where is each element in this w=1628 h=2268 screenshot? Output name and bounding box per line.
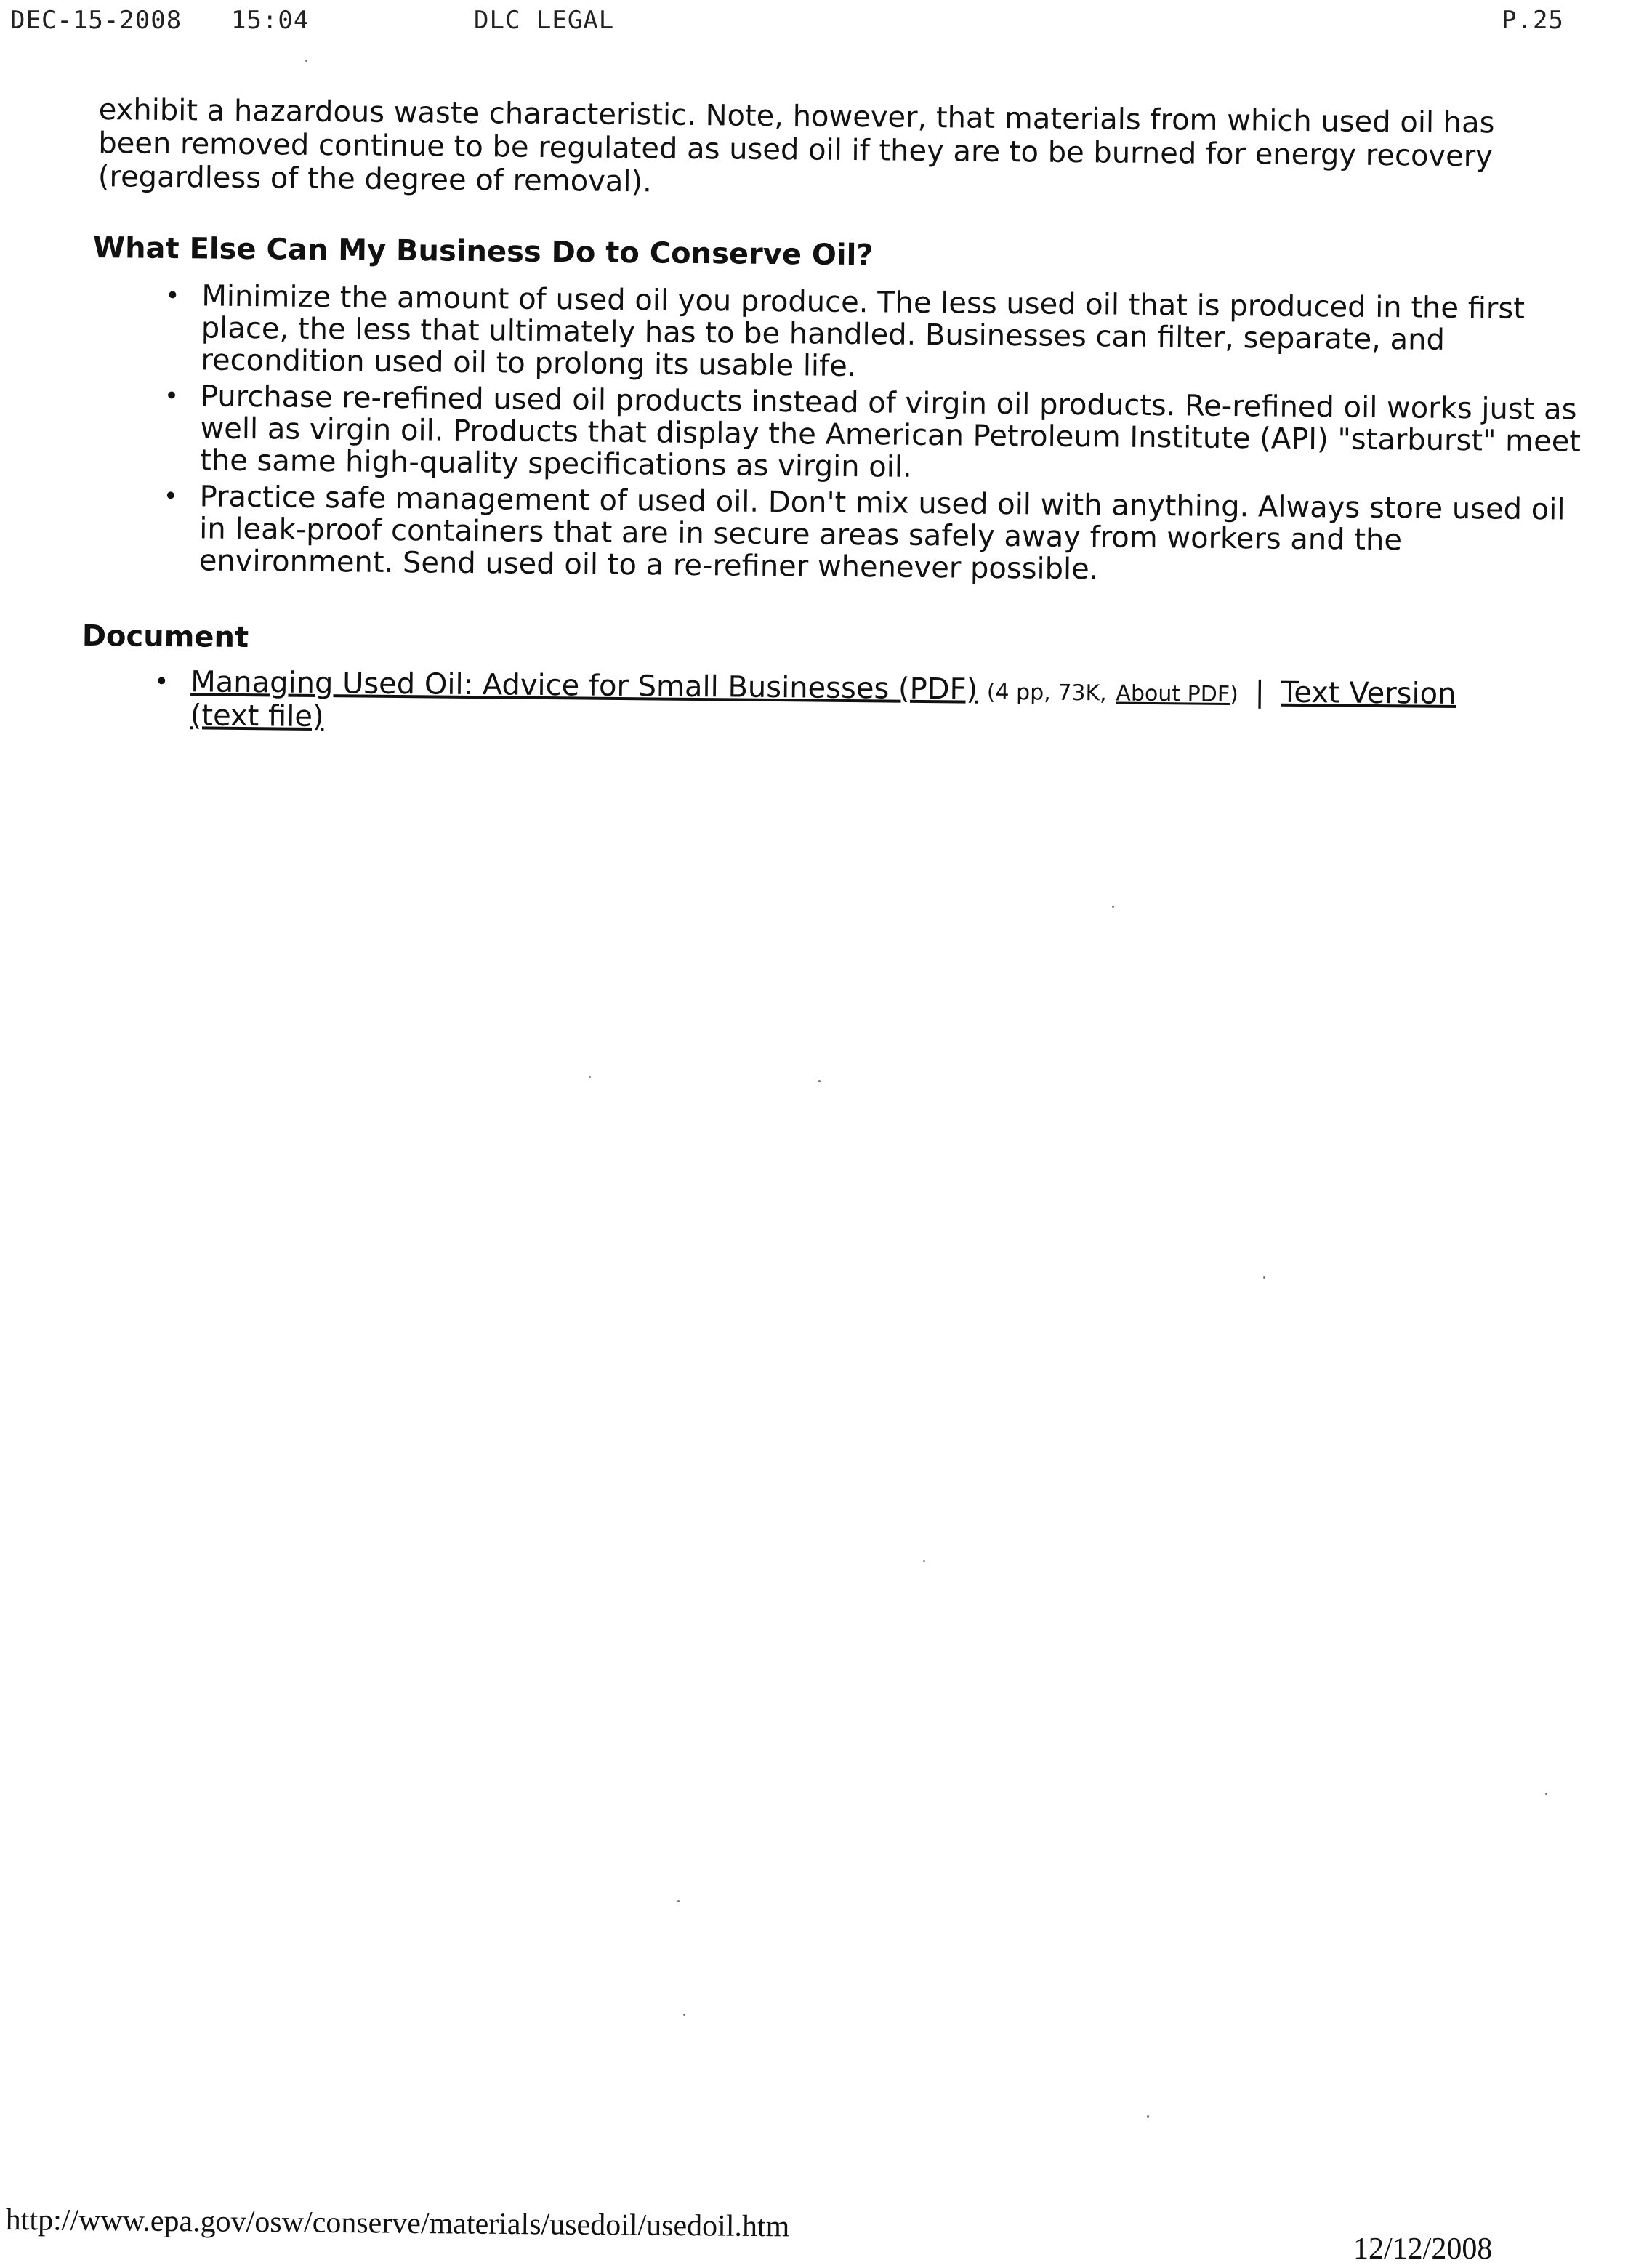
section-heading-conserve-oil: What Else Can My Business Do to Conserve Oil? (92, 230, 874, 273)
scan-speck (1147, 2115, 1149, 2118)
pdf-meta-prefix: (4 pp, 73K, (986, 679, 1107, 707)
document-list (89, 666, 1514, 744)
pdf-meta-suffix: ) (1229, 682, 1238, 708)
intro-paragraph: exhibit a hazardous waste characteristic. Note, however, that materials from which used oil has been removed continue to be regulated as used oil if they are to be burned for energy recovery (regardless of the degree of removal). (97, 93, 1495, 199)
fax-page-number: P.25 (1502, 6, 1564, 35)
fax-sender: DLC LEGAL (474, 6, 615, 35)
bullet-icon: • (165, 281, 180, 311)
conserve-oil-list (90, 279, 1581, 590)
list-item-text: Minimize the amount of used oil you produce. The less used oil that is produced in the first place, the less that ultimately has to be handled. Businesses can filter, separate, and recondition used oil to prolong its usable life. (201, 279, 1526, 384)
bullet-icon: • (164, 381, 180, 411)
link-separator: | (1254, 675, 1265, 709)
scan-speck (305, 60, 307, 62)
list-item-text: Practice safe management of used oil. Don't mix used oil with anything. Always store used oil in leak-proof containers that are in secure areas safely away from workers and the environment. Send used oil to a re-refiner whenever possible. (198, 480, 1565, 587)
scan-speck (677, 1900, 680, 1902)
print-date: 12/12/2008 (1353, 2232, 1493, 2266)
about-pdf-link[interactable]: About PDF (1116, 680, 1230, 708)
scan-speck (1112, 906, 1114, 908)
list-item (92, 279, 1597, 390)
page-content (81, 93, 1581, 744)
scan-speck (1545, 1793, 1547, 1795)
scan-speck (589, 1076, 591, 1078)
bullet-icon: • (163, 481, 178, 512)
fax-header (0, 6, 1628, 42)
list-item-text: Purchase re-refined used oil products instead of virgin oil products. Re-refined oil works just as well as virgin oil. Products that display the American Petroleum Institute (API) "starburst" meet the same high-quality specifications as virgin oil. (199, 379, 1581, 484)
section-heading-document: Document (81, 619, 249, 655)
list-item (90, 480, 1595, 590)
scan-speck (818, 1080, 821, 1082)
bullet-icon: • (154, 667, 169, 697)
managing-used-oil-pdf-link[interactable]: Managing Used Oil: Advice for Small Businesses (PDF) (190, 665, 978, 707)
scan-speck (923, 1560, 925, 1562)
list-item (89, 666, 1528, 744)
text-version-link[interactable]: Text Version (text file) (190, 675, 1456, 734)
list-item (91, 379, 1596, 490)
fax-time: 15:04 (231, 6, 310, 35)
scan-speck (683, 2014, 685, 2016)
scan-speck (1263, 1276, 1265, 1279)
source-url: http://www.epa.gov/osw/conserve/materials/usedoil/usedoil.htm (5, 2203, 790, 2244)
fax-date: DEC-15-2008 (10, 6, 182, 35)
